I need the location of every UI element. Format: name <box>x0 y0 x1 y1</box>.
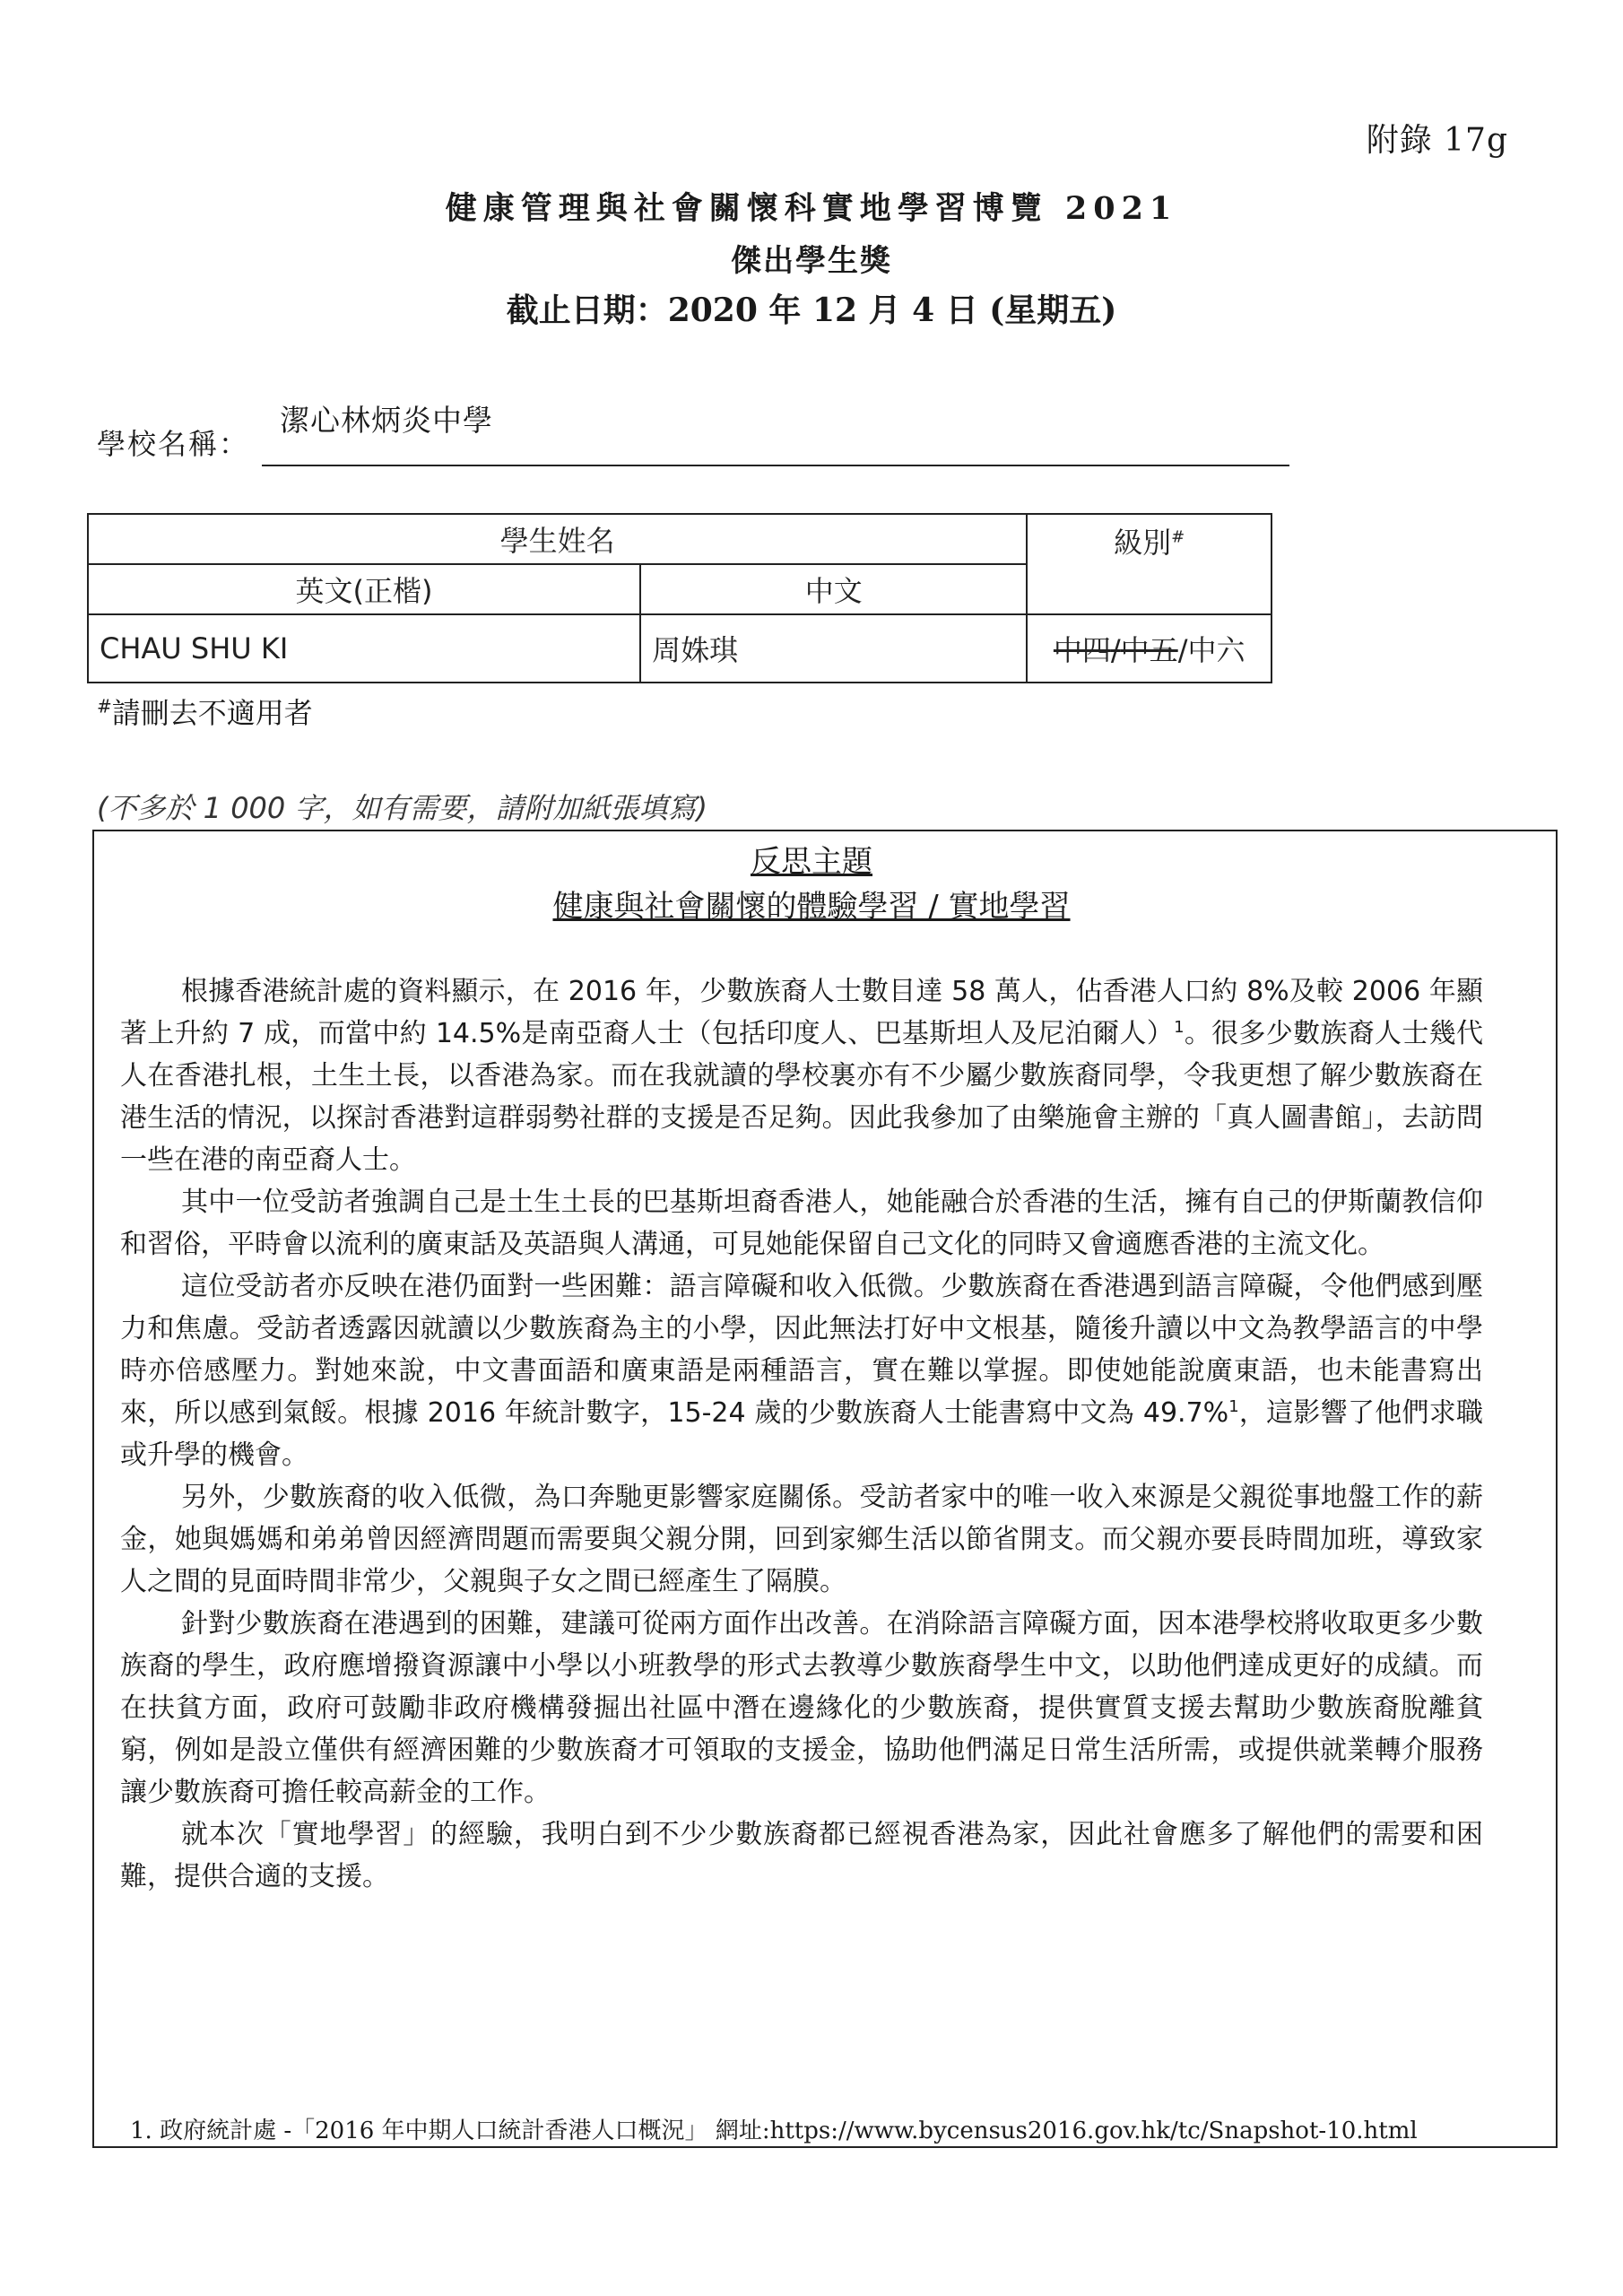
deadline: 截止日期：2020 年 12 月 4 日 (星期五) <box>506 291 1117 329</box>
essay-paragraph <box>120 1603 1483 1813</box>
student-name-header: 學生姓名 <box>88 514 1027 564</box>
english-name-cell: CHAU SHU KI <box>88 614 640 683</box>
essay-paragraph <box>120 1265 1483 1476</box>
level-option-selected: 中六 <box>1187 633 1245 667</box>
school-name: 潔心林炳炎中學 <box>280 403 493 438</box>
paragraph-text: 就本次「實地學習」的經驗，我明白到不少少數族裔都已經視香港為家，因此社會應多了解他們的需要和困難，提供合適的支援。 <box>120 1819 1483 1892</box>
award-title: 傑出學生獎 <box>731 243 892 279</box>
essay-paragraph <box>120 970 1483 1181</box>
word-limit-note: (不多於 1 000 字，如有需要，請附加紙張填寫) <box>97 791 707 825</box>
note-text: 請刪去不適用者 <box>111 696 313 730</box>
essay-heading: 反思主題 <box>751 844 872 880</box>
chinese-name-cell: 周姝琪 <box>640 614 1027 683</box>
paragraph-text: ，這影響了他們求職或升學的機會。 <box>120 1397 1484 1471</box>
chinese-name-header: 中文 <box>640 564 1027 614</box>
footnote: 1. 政府統計處 -「2016 年中期人口統計香港人口概況」 網址:https://www.bycensus2016.gov.hk/tc/Snapshot-10.html <box>130 2118 1418 2144</box>
paragraph-text: 這位受訪者亦反映在港仍面對一些困難：語言障礙和收入低微。少數族裔在香港遇到語言障礙，令他們感到壓力和焦慮。受訪者透露因就讀以少數族裔為主的小學，因此無法打好中文根基，隨後升讀以中文為教學語言的中學時亦倍感壓力。對她來說，中文書面語和廣東語是兩種語言，實在難以掌握。即使她能說廣東語，也未能書寫出來，所以感到氣餒。根據 2016 年統計數字，15-24 歲的少數族裔人士能書寫中文為 49.7% <box>120 1271 1483 1429</box>
essay-paragraph <box>120 1476 1483 1603</box>
english-name-header: 英文(正楷) <box>88 564 640 614</box>
paragraph-text: 。很多少數族裔人士幾代人在香港扎根，土生土長，以香港為家。而在我就讀的學校裏亦有不少屬少數族裔同學，令我更想了解少數族裔在港生活的情況，以探討香港對這群弱勢社群的支援是否足夠。因此我參加了由樂施會主辦的「真人圖書館」，去訪問一些在港的南亞裔人士。 <box>120 1018 1484 1176</box>
appendix-label: 附錄 17g <box>1366 122 1508 159</box>
level-option-crossed: 中五 <box>1120 633 1178 667</box>
paragraph-text: 其中一位受訪者強調自己是土生土長的巴基斯坦裔香港人，她能融合於香港的生活，擁有自己的伊斯蘭教信仰和習俗，平時會以流利的廣東話及英語與人溝通，可見她能保留自己文化的同時又會適應香港的主流文化。 <box>120 1187 1483 1260</box>
essay-paragraph <box>120 1181 1483 1265</box>
level-option-crossed: 中四 <box>1053 633 1111 667</box>
level-header <box>1027 514 1271 614</box>
essay-paragraph <box>120 1813 1483 1898</box>
document-title: 健康管理與社會關懷科實地學習博覽 2021 <box>445 190 1178 227</box>
paragraph-text: 針對少數族裔在港遇到的困難，建議可從兩方面作出改善。在消除語言障礙方面，因本港學校將收取更多少數族裔的學生，政府應增撥資源讓中小學以小班教學的形式去教導少數族裔學生中文，以助他們達成更好的成績。而在扶貧方面，政府可鼓勵非政府機構發掘出社區中潛在邊緣化的少數族裔，提供實質支援去幫助少數族裔脫離貧窮，例如是設立僅供有經濟困難的少數族裔才可領取的支援金，協助他們滿足日常生活所需，或提供就業轉介服務讓少數族裔可擔任較高薪金的工作。 <box>120 1608 1483 1808</box>
level-header-mark: # <box>1171 527 1185 547</box>
footnote-ref: 1 <box>1228 1397 1239 1416</box>
paragraph-text: 根據香港統計處的資料顯示，在 2016 年，少數族裔人士數目達 58 萬人，佔香港人口約 8%及較 2006 年顯著上升約 7 成，而當中約 14.5%是南亞裔人士（包括印度人、巴基斯坦人及尼泊爾人） <box>120 976 1483 1049</box>
level-header-text: 級別 <box>1114 526 1172 560</box>
level-separator: / <box>1110 633 1121 667</box>
footnote-ref: 1 <box>1174 1018 1185 1037</box>
essay-body <box>120 970 1483 1898</box>
delete-note <box>97 691 313 732</box>
level-separator: / <box>1177 633 1188 667</box>
level-cell <box>1027 614 1271 683</box>
paragraph-text: 另外，少數族裔的收入低微，為口奔馳更影響家庭關係。受訪者家中的唯一收入來源是父親從事地盤工作的薪金，她與媽媽和弟弟曾因經濟問題而需要與父親分開，回到家鄉生活以節省開支。而父親亦要長時間加班，導致家人之間的見面時間非常少，父親與子女之間已經產生了隔膜。 <box>120 1482 1483 1597</box>
student-table <box>87 513 1272 683</box>
school-underline <box>262 465 1289 466</box>
note-mark: # <box>97 695 112 718</box>
essay-subheading: 健康與社會關懷的體驗學習 / 實地學習 <box>552 889 1071 925</box>
school-label: 學校名稱： <box>97 427 250 461</box>
